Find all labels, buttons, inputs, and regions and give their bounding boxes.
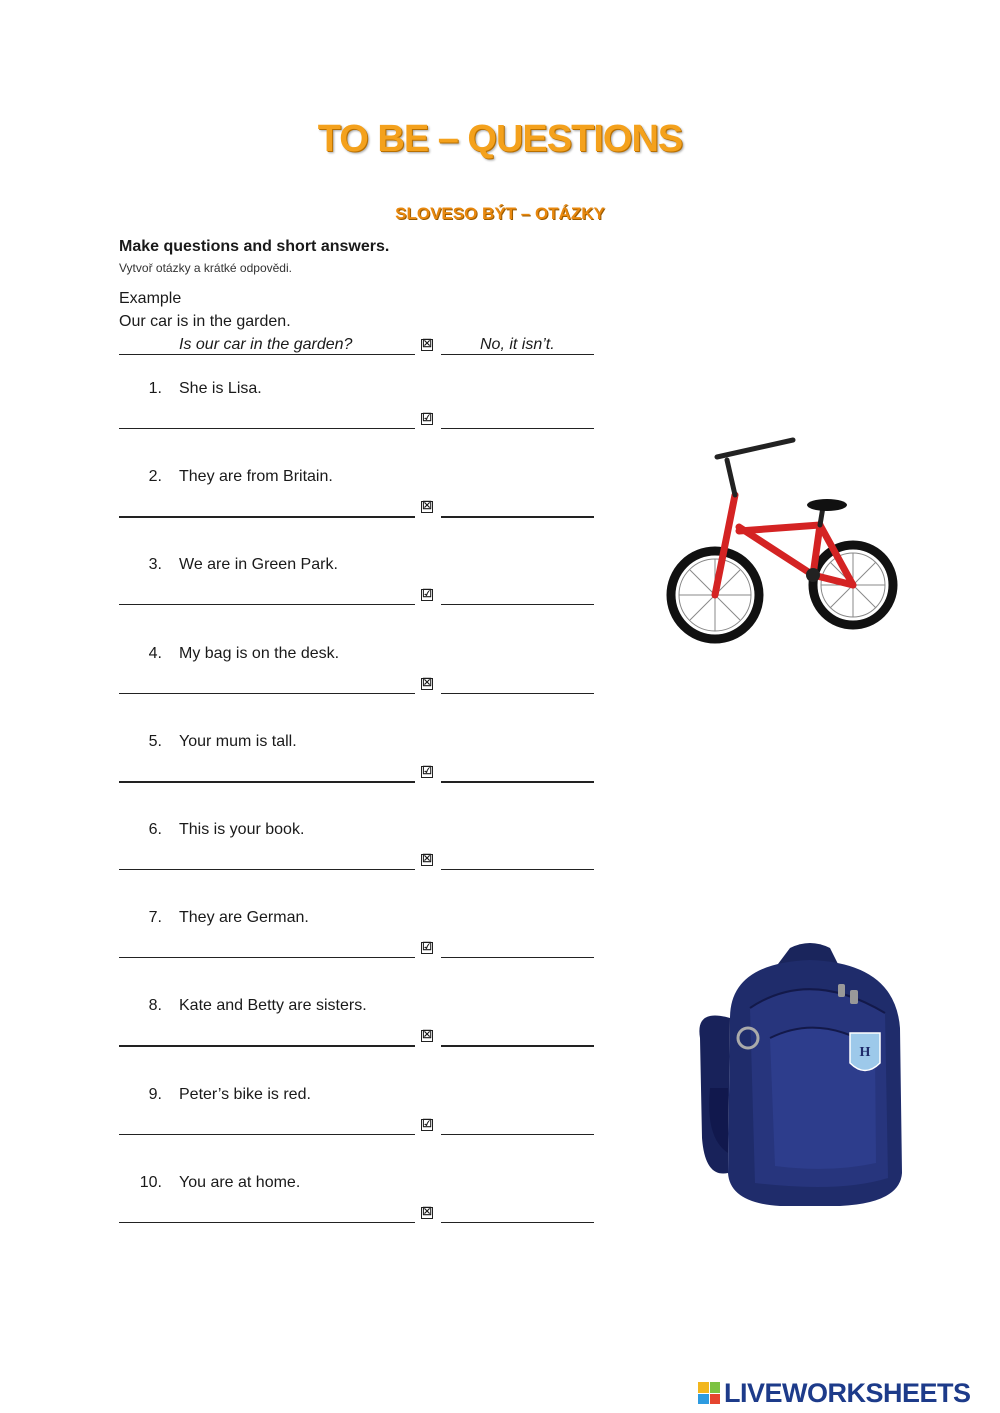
item-sentence: They are German. [179,909,309,927]
short-answer-line[interactable] [441,1114,594,1135]
item-mark-box: ☒ [422,1029,432,1042]
example-question: Is our car in the garden? [179,336,353,353]
logo-text: LIVEWORKSHEETS [724,1377,971,1408]
svg-text:H: H [859,1045,871,1060]
question-answer-line[interactable] [119,408,415,429]
question-answer-line[interactable] [119,761,415,783]
short-answer-line[interactable] [441,673,594,694]
question-answer-line[interactable] [119,937,415,958]
short-answer-line[interactable] [441,1025,594,1047]
item-mark-box: ☑ [422,412,432,424]
bicycle-icon [665,435,901,650]
item-number: 7. [148,909,162,927]
item-number: 1. [148,380,162,397]
item-number: 5. [148,732,162,750]
logo-grid-icon [698,1382,720,1404]
item-number: 6. [148,821,162,838]
short-answer-line[interactable] [441,761,594,783]
short-answer-line[interactable] [441,408,594,429]
question-answer-line[interactable] [119,1114,415,1135]
liveworksheets-logo [698,1378,971,1408]
item-mark-box: ☒ [422,676,432,689]
short-answer-line[interactable] [441,1202,594,1223]
example-label: Example [119,290,182,307]
question-answer-line[interactable] [119,496,415,518]
item-number: 8. [148,997,162,1015]
item-sentence: She is Lisa. [179,380,262,397]
item-sentence: My bag is on the desk. [179,644,340,662]
item-sentence: Peter’s bike is red. [179,1085,311,1103]
question-answer-line[interactable] [119,849,415,870]
question-answer-line[interactable] [119,584,415,605]
example-answer: No, it isn’t. [480,336,555,353]
short-answer-line[interactable] [441,849,594,870]
instructions-sub: Vytvoř otázky a krátké odpovědi. [119,261,292,275]
item-sentence: Kate and Betty are sisters. [179,997,367,1015]
backpack-icon [690,938,910,1213]
item-number: 2. [148,468,162,486]
item-number: 4. [148,644,162,662]
page-title: TO BE – QUESTIONS [317,118,683,160]
item-number: 9. [148,1085,162,1103]
item-sentence: We are in Green Park. [179,556,338,574]
short-answer-line[interactable] [441,496,594,518]
question-answer-line[interactable] [119,1025,415,1047]
example-sentence: Our car is in the garden. [119,313,291,330]
example-mark-box: ☒ [422,338,432,350]
question-answer-line[interactable] [119,673,415,694]
question-answer-line[interactable] [119,1202,415,1223]
item-sentence: This is your book. [179,821,305,838]
item-number: 10. [139,1173,162,1191]
short-answer-line[interactable] [441,584,594,605]
short-answer-line[interactable] [441,937,594,958]
page-subtitle: SLOVESO BÝT – OTÁZKY [395,204,605,223]
item-mark-box: ☒ [422,853,432,865]
item-sentence: You are at home. [179,1173,301,1191]
item-sentence: Your mum is tall. [179,732,297,750]
item-mark-box: ☑ [422,588,432,601]
item-mark-box: ☒ [422,500,432,513]
item-mark-box: ☑ [422,1117,432,1130]
item-mark-box: ☒ [422,1205,432,1218]
item-sentence: They are from Britain. [179,468,333,486]
item-mark-box: ☑ [422,764,432,777]
item-mark-box: ☑ [422,941,432,954]
item-number: 3. [148,556,162,574]
instructions-main: Make questions and short answers. [119,238,390,255]
